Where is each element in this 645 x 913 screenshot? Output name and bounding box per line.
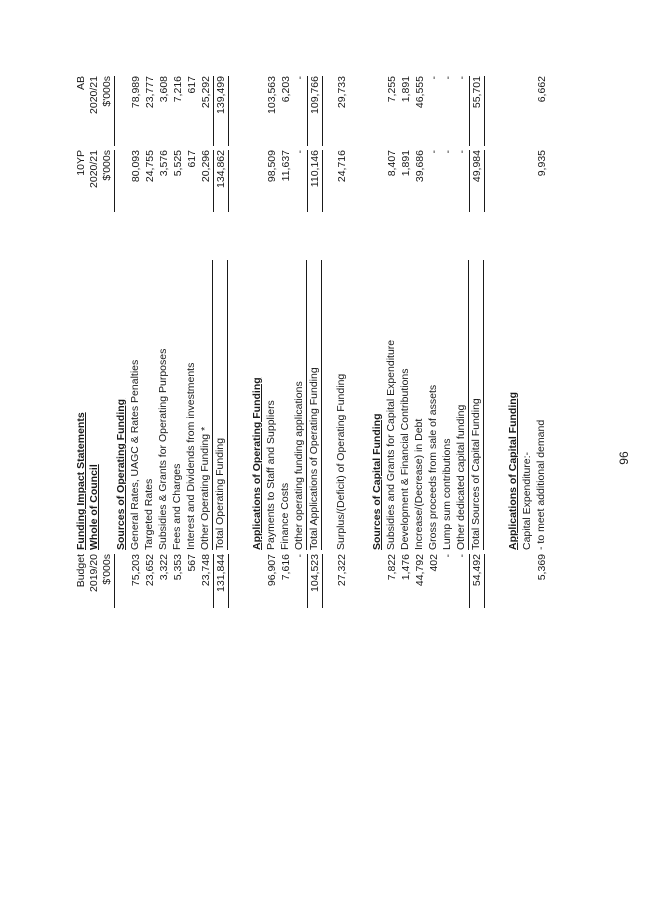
cell-value: - [456,76,468,80]
cell-value: 23,777 [144,76,156,109]
cell-value: 103,563 [266,76,278,114]
total-value: 49,984 [469,150,485,212]
col-header-top: 10YP [75,150,87,176]
cell-value: - [456,150,468,154]
op-apps-heading: Applications of Operating Funding [251,377,263,550]
cell-value: 78,989 [130,76,142,109]
col-header-top: AB [75,76,87,91]
label-column [75,260,548,550]
cell-value: 8,407 [386,150,398,177]
cell-value: 1,891 [400,150,412,177]
row-label: Subsidies & Grants for Operating Purposes [157,348,169,550]
cell-value: 1,476 [400,554,412,581]
cell-value: 7,822 [386,554,398,581]
cell-value: 25,292 [200,76,212,109]
cell-value: 5,525 [172,150,184,177]
cell-value: 3,608 [158,76,170,103]
row-label: Payments to Staff and Suppliers [265,400,277,550]
cell-value: 617 [186,76,198,94]
page-number: 96 [617,451,631,465]
ab-column [75,76,549,146]
total-value: 109,766 [307,76,323,146]
total-value: 104,523 [307,554,323,608]
cell-value: 5,369 [536,554,548,581]
cell-value: 39,686 [414,150,426,183]
cell-value: - [456,554,468,558]
cell-value: 567 [186,554,198,572]
row-label: - to meet additional demand [535,419,547,550]
cell-value: 80,093 [130,150,142,183]
cell-value: - [442,554,454,558]
cell-value: 6,662 [536,76,548,103]
total-value: 55,701 [469,76,485,146]
total-label: Total Operating Funding [212,260,228,550]
row-label: Other dedicated capital funding [455,404,467,550]
cell-value: 20,296 [200,150,212,183]
total-value: 131,844 [213,554,229,608]
cap-apps-heading: Applications of Capital Funding [507,391,519,550]
cell-value: 23,652 [144,554,156,587]
op-sources-heading: Sources of Operating Funding [115,398,127,550]
row-label: Subsidies and Grants for Capital Expenditure [385,339,397,550]
total-value: 54,492 [469,554,485,608]
statement-title: Funding Impact Statements [75,412,87,550]
row-label: General Rates, UAGC & Rates Penalties [129,359,141,550]
cell-value: 6,203 [280,76,292,103]
10yp-column [75,150,549,212]
cell-value: 98,509 [266,150,278,183]
cell-value: 24,755 [144,150,156,183]
row-label: Development & Financial Contributions [399,368,411,550]
cap-apps-sublabel: Capital Expenditure:- [521,451,533,550]
col-header-top: Budget [75,554,87,588]
total-value: 110,146 [307,150,323,212]
cell-value: 7,616 [280,554,292,581]
cell-value: 23,748 [200,554,212,587]
row-label: Other operating funding applications [293,381,305,550]
row-label: Interest and Dividends from investments [185,362,197,550]
row-label: Lump sum contributions [441,438,453,550]
cell-value: 617 [186,150,198,168]
cell-value: 5,353 [172,554,184,581]
cell-value: 402 [428,554,440,572]
cell-value: 44,792 [414,554,426,587]
cell-value: 9,935 [536,150,548,177]
statement-subtitle: Whole of Council [88,464,100,550]
surplus-label: Surplus/(Deficit) of Operating Funding [335,373,347,550]
cell-value: - [294,76,306,80]
surplus-value: 27,322 [336,554,348,587]
cell-value: 96,907 [266,554,278,587]
cell-value: 7,216 [172,76,184,103]
col-header-unit: $'000s [101,554,115,608]
row-label: Gross proceeds from sale of assets [427,384,439,550]
total-value: 134,862 [213,150,229,212]
cell-value: 3,322 [158,554,170,581]
col-header-year: 2020/21 [88,76,100,114]
cell-value: - [294,150,306,154]
row-label: Increase/(Decrease) in Debt [413,418,425,550]
row-label: Finance Costs [279,482,291,550]
cap-sources-heading: Sources of Capital Funding [371,413,383,550]
row-label: Fees and Charges [171,463,183,550]
row-label: Other Operating Funding * [199,426,211,550]
cell-value: 11,637 [280,150,292,182]
surplus-value: 24,716 [336,150,348,183]
cell-value: 46,555 [414,76,426,109]
cell-value: - [442,150,454,154]
surplus-value: 29,733 [336,76,348,109]
total-value: 139,499 [213,76,229,146]
cell-value: 7,255 [386,76,398,103]
cell-value: - [428,150,440,154]
total-label: Total Sources of Capital Funding [468,260,484,550]
total-label: Total Applications of Operating Funding [306,260,322,550]
col-header-unit: $'000s [101,76,115,146]
cell-value: 3,576 [158,150,170,177]
cell-value: - [428,76,440,80]
cell-value: 75,203 [130,554,142,587]
cell-value: - [442,76,454,80]
col-header-year: 2019/20 [88,554,100,592]
budget-column [75,554,549,608]
col-header-year: 2020/21 [88,150,100,188]
col-header-unit: $'000s [101,150,115,212]
cell-value: 1,891 [400,76,412,103]
cell-value: - [294,554,306,558]
rotated-statement-page [75,28,555,608]
row-label: Targeted Rates [143,478,155,550]
